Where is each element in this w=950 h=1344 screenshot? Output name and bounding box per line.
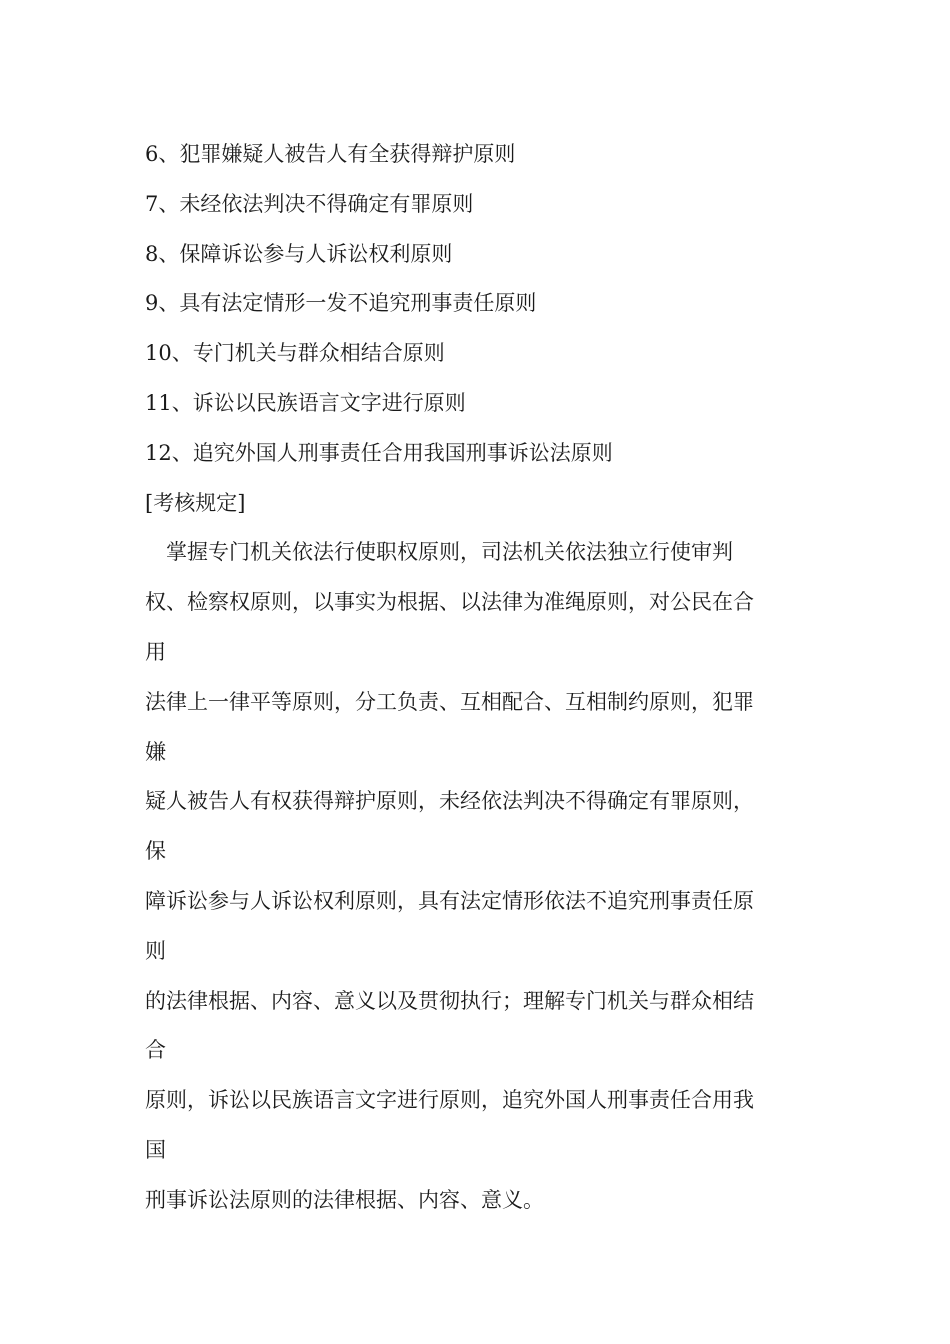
paragraph-line: 保 [145,839,166,864]
paragraph-line: 嫌 [145,739,166,764]
paragraph-line: 的法律根据、内容、意义以及贯彻执行；理解专门机关与群众相结 [145,988,754,1013]
list-item: 7、未经依法判决不得确定有罪原则 [145,191,474,216]
paragraph-line: 障诉讼参与人诉讼权利原则，具有法定情形依法不追究刑事责任原 [145,888,754,913]
list-item: 11、诉讼以民族语言文字进行原则 [145,390,466,415]
paragraph-line: 原则，诉讼以民族语言文字进行原则，追究外国人刑事责任合用我 [145,1088,754,1113]
paragraph-line: 用 [145,639,166,664]
list-item: 8、保障诉讼参与人诉讼权利原则 [145,241,453,266]
paragraph-line: 合 [145,1038,166,1063]
list-item: 10、专门机关与群众相结合原则 [145,341,445,366]
list-item: 9、具有法定情形一发不追究刑事责任原则 [145,291,537,316]
paragraph-line: 疑人被告人有权获得辩护原则，未经依法判决不得确定有罪原则， [145,789,754,814]
list-item: 12、追究外国人刑事责任合用我国刑事诉讼法原则 [145,440,613,465]
paragraph-line: 权、检察权原则，以事实为根据、以法律为准绳原则，对公民在合 [145,590,754,615]
document-body [145,130,825,1226]
list-item: 6、犯罪嫌疑人被告人有全获得辩护原则 [145,142,516,166]
paragraph-line: 刑事诉讼法原则的法律根据、内容、意义。 [145,1187,544,1212]
paragraph-line: 国 [145,1137,166,1162]
section-heading: [考核规定] [145,490,246,515]
paragraph-line: 掌握专门机关依法行使职权原则，司法机关依法独立行使审判 [166,540,733,565]
paragraph-line: 法律上一律平等原则，分工负责、互相配合、互相制约原则，犯罪 [145,689,754,714]
paragraph-line: 则 [145,938,166,963]
